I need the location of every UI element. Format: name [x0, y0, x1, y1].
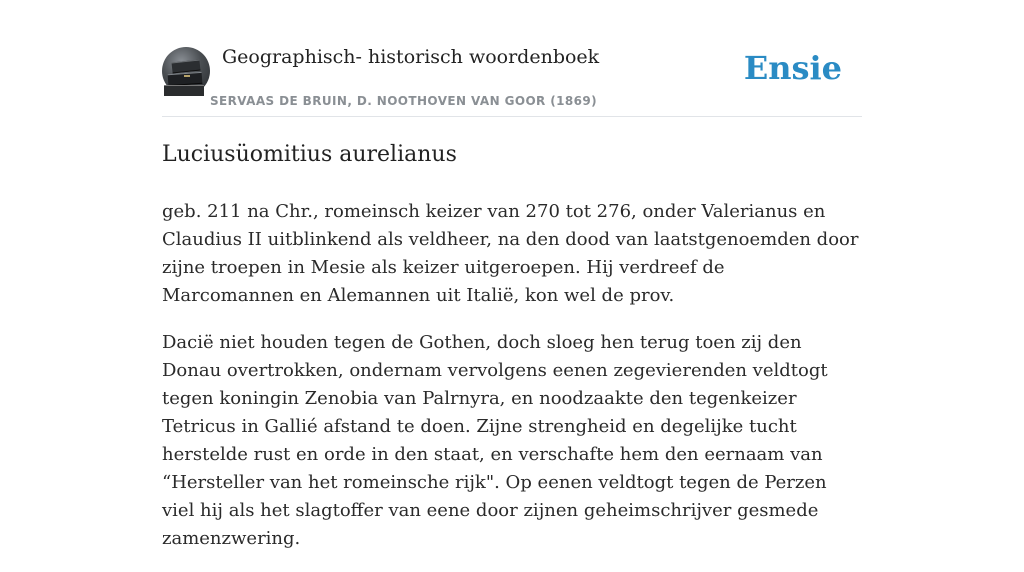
- source-title[interactable]: Geographisch- historisch woordenboek: [222, 46, 600, 68]
- article-paragraph: geb. 211 na Chr., romeinsch keizer van 270 tot 276, onder Valerianus en Claudius II uitblinkend als veldheer, na den dood van laatstgenoemden door zijne troepen in Mesie als keizer uitgeroepen. Hij verdreef de Marcomannen en Alemannen uit Italië, kon wel de prov.: [162, 201, 859, 306]
- ensie-logo[interactable]: Ensie: [743, 49, 842, 87]
- article-title: Luciusüomitius aurelianus: [162, 142, 457, 167]
- article-paragraph: Dacië niet houden tegen de Gothen, doch sloeg hen terug toen zij den Donau overtrokken, ondernam vervolgens eenen zegevierenden veldtogt tegen koningin Zenobia van Palrnyra, en noodzaakte den tegenkeizer Tetricus in Gallié afstand te doen. Zijne strengheid en degelijke tucht herstelde rust en orde in den staat, en verschafte hem den eernaam van “Hersteller van het romeinsche rijk". Op eenen veldtogt tegen de Perzen viel hij als het slagtoffer van eene door zijnen geheimschrijver gesmede zamenzwering.: [162, 332, 828, 549]
- article: [162, 138, 862, 572]
- source-authors: SERVAAS DE BRUIN, D. NOOTHOVEN VAN GOOR (1869): [210, 94, 598, 108]
- book-stack-icon[interactable]: [162, 47, 210, 95]
- source-header: [162, 40, 862, 117]
